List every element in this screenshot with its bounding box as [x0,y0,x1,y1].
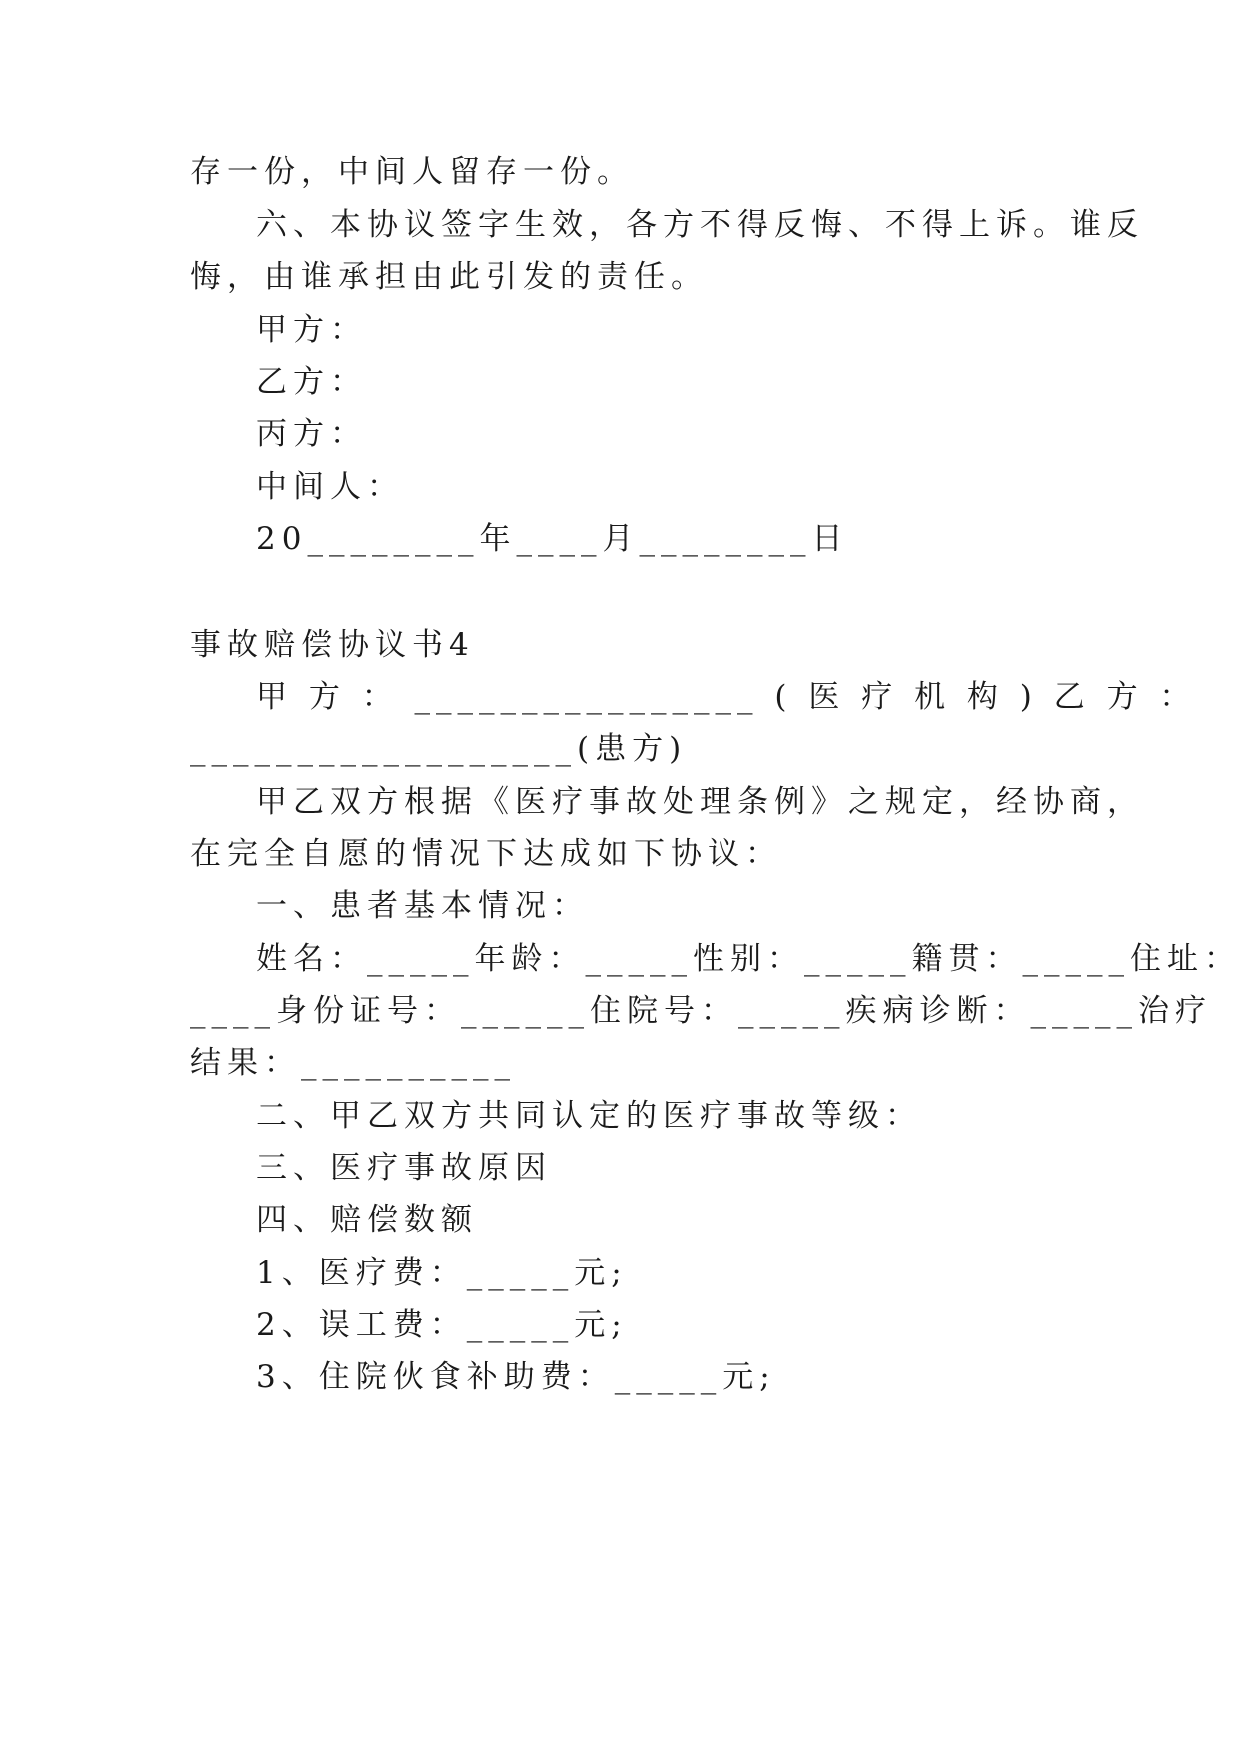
meal-subsidy-line: 3、住院伙食补助费：_____元; [256,1359,776,1395]
text-line-3: 悔，由谁承担由此引发的责任。 [190,259,708,295]
clause-4-heading: 四、赔偿数额 [256,1202,478,1238]
party-b-label: 乙方： [256,364,367,400]
clause-2-heading: 二、甲乙双方共同认定的医疗事故等级： [256,1098,922,1134]
lost-wages-line: 2、误工费：_____元; [256,1307,628,1343]
clause-1-heading: 一、患者基本情况： [256,888,589,924]
text-line-12: 甲乙双方根据《医疗事故处理条例》之规定，经协商， [256,784,1144,820]
date-line: 20________年____月________日 [256,521,849,557]
text-line-13: 在完全自愿的情况下达成如下协议： [190,836,782,872]
clause-3-heading: 三、医疗事故原因 [256,1150,552,1186]
medical-fee-line: 1、医疗费：_____元; [256,1255,628,1291]
patient-party-line: __________________(患方) [190,731,688,767]
patient-info-line-3: 结果：__________ [190,1045,516,1081]
party-c-label: 丙方： [256,416,367,452]
section-title: 事故赔偿协议书4 [190,627,475,663]
party-line: 甲 方 ： ________________ ( 医 疗 机 构 ) 乙 方 ： [256,679,1197,715]
patient-info-line-2: ____身份证号：______住院号：_____疾病诊断：_____治疗 [190,993,1212,1029]
party-a-label: 甲方： [256,312,367,348]
patient-info-line-1: 姓名：_____年龄：_____性别：_____籍贯：_____住址： [256,941,1241,977]
text-line-1: 存一份，中间人留存一份。 [190,154,634,190]
intermediary-label: 中间人： [256,469,404,505]
text-line-2: 六、本协议签字生效，各方不得反悔、不得上诉。谁反 [256,207,1144,243]
